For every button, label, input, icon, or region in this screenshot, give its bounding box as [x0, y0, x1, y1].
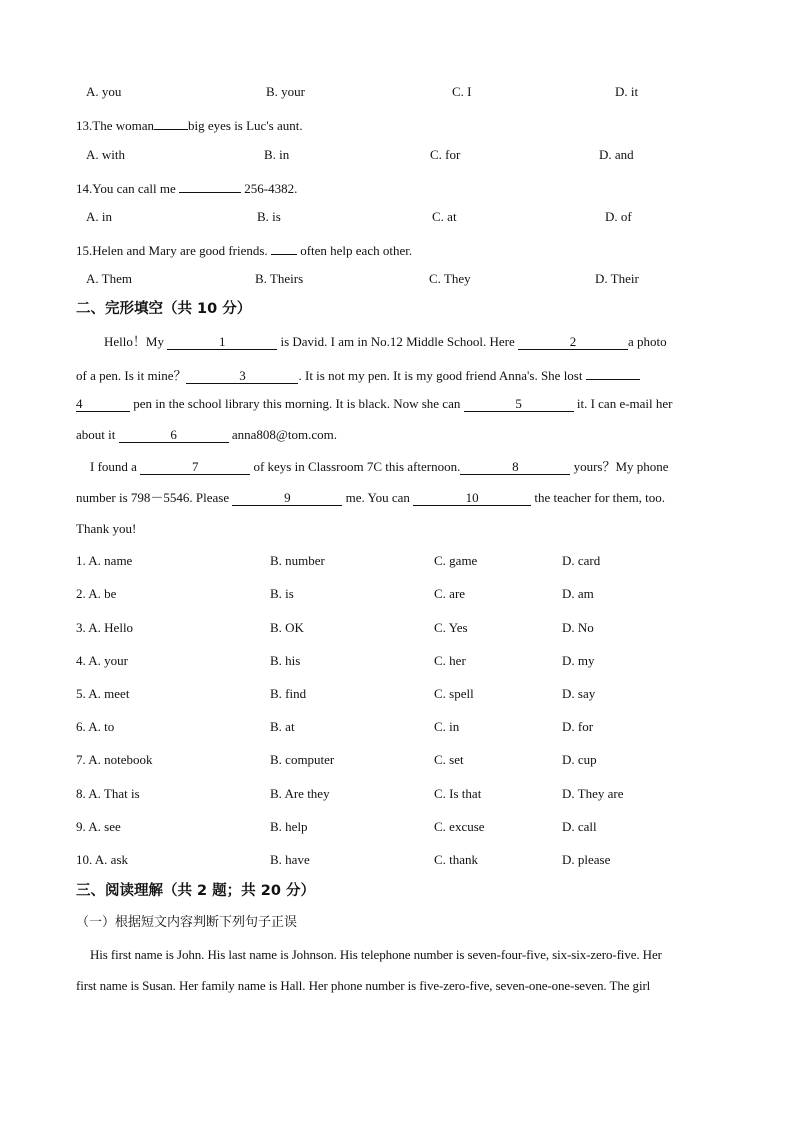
- cloze-p1-line1: [104, 334, 667, 350]
- cloze-q1-option-b[interactable]: B. number: [270, 553, 325, 568]
- q14-blank[interactable]: [179, 178, 241, 193]
- cloze-q4-option-c[interactable]: C. her: [434, 653, 466, 668]
- cloze-q8-option-c[interactable]: C. Is that: [434, 786, 482, 801]
- cloze-text: of a pen. Is it mine？: [76, 368, 187, 383]
- cloze-q9-option-a[interactable]: 9. A. see: [76, 819, 121, 834]
- cloze-q4-option-d[interactable]: D. my: [562, 653, 595, 668]
- q15-stem-after: often help each other.: [300, 243, 413, 258]
- cloze-q7-option-c[interactable]: C. set: [434, 752, 464, 767]
- cloze-q10-option-d[interactable]: D. please: [562, 852, 611, 867]
- cloze-blank-4-start[interactable]: [586, 365, 640, 380]
- q15-blank[interactable]: [271, 240, 297, 255]
- q13-stem: [76, 115, 303, 134]
- cloze-q5-option-d[interactable]: D. say: [562, 686, 596, 701]
- q13-option-a[interactable]: A. with: [86, 147, 125, 162]
- q15-stem: [76, 240, 412, 259]
- cloze-q3-option-c[interactable]: C. Yes: [434, 620, 468, 635]
- cloze-blank-1[interactable]: 1: [167, 335, 277, 350]
- cloze-text: me. You can: [345, 490, 410, 505]
- cloze-q8-option-b[interactable]: B. Are they: [270, 786, 330, 801]
- cloze-q1-option-a[interactable]: 1. A. name: [76, 553, 133, 568]
- cloze-blank-2[interactable]: 2: [518, 335, 628, 350]
- cloze-blank-9[interactable]: 9: [232, 491, 342, 506]
- cloze-text: number is 798－5546. Please: [76, 490, 230, 505]
- cloze-text: it. I can e-mail her: [576, 396, 673, 411]
- q15-option-c[interactable]: C. They: [429, 271, 471, 286]
- cloze-q2-option-b[interactable]: B. is: [270, 586, 294, 601]
- cloze-q5-option-b[interactable]: B. find: [270, 686, 307, 701]
- cloze-q2-option-d[interactable]: D. am: [562, 586, 594, 601]
- cloze-text: . It is not my pen. It is my good friend Anna's. She lost: [298, 368, 583, 383]
- cloze-blank-4[interactable]: 4: [76, 397, 130, 412]
- cloze-q4-option-b[interactable]: B. his: [270, 653, 301, 668]
- cloze-blank-8[interactable]: 8: [460, 460, 570, 475]
- cloze-q6-option-d[interactable]: D. for: [562, 719, 594, 734]
- q13-stem-before: 13.The woman: [76, 118, 154, 133]
- cloze-q6-option-c[interactable]: C. in: [434, 719, 460, 734]
- q12-option-b[interactable]: B. your: [266, 84, 305, 99]
- cloze-text: anna808@tom.com.: [231, 427, 337, 442]
- q14-stem: [76, 178, 297, 197]
- cloze-q2-option-c[interactable]: C. are: [434, 586, 466, 601]
- cloze-q10-option-c[interactable]: C. thank: [434, 852, 479, 867]
- cloze-text: yours？My phone: [573, 459, 669, 474]
- cloze-blank-10[interactable]: 10: [413, 491, 531, 506]
- cloze-p1-line2: [76, 365, 640, 384]
- q13-option-d[interactable]: D. and: [599, 147, 634, 162]
- cloze-p1-line3: [76, 396, 673, 412]
- cloze-q4-option-a[interactable]: 4. A. your: [76, 653, 128, 668]
- cloze-p2-line1: [90, 459, 669, 475]
- cloze-q10-option-a[interactable]: 10. A. ask: [76, 852, 128, 867]
- q15-stem-before: 15.Helen and Mary are good friends.: [76, 243, 268, 258]
- cloze-q3-option-d[interactable]: D. No: [562, 620, 594, 635]
- cloze-p1-line4: [76, 427, 337, 443]
- q15-option-a[interactable]: A. Them: [86, 271, 132, 286]
- q15-option-d[interactable]: D. Their: [595, 271, 639, 286]
- cloze-q6-option-b[interactable]: B. at: [270, 719, 295, 734]
- cloze-q8-option-a[interactable]: 8. A. That is: [76, 786, 140, 801]
- q13-blank[interactable]: [154, 115, 188, 130]
- section3-heading: 三、阅读理解（共 2 题；共 20 分）: [76, 883, 315, 899]
- q13-stem-after: big eyes is Luc's aunt.: [187, 118, 303, 133]
- cloze-blank-5[interactable]: 5: [464, 397, 574, 412]
- cloze-text: I found a: [90, 459, 137, 474]
- cloze-p2-line2: [76, 490, 665, 506]
- reading-passage-line1: His first name is John. His last name is Johnson. His telephone number is seven-four-five, six-six-zero-five. Her: [90, 947, 662, 962]
- cloze-q1-option-c[interactable]: C. game: [434, 553, 478, 568]
- cloze-q9-option-c[interactable]: C. excuse: [434, 819, 485, 834]
- cloze-text: pen in the school library this morning. It is black. Now she can: [133, 396, 461, 411]
- q14-stem-after: 256-4382.: [244, 181, 298, 196]
- q14-stem-before: 14.You can call me: [76, 181, 176, 196]
- cloze-text: the teacher for them, too.: [534, 490, 666, 505]
- cloze-q8-option-d[interactable]: D. They are: [562, 786, 624, 801]
- section3-subheading: （一）根据短文内容判断下列句子正误: [76, 915, 298, 930]
- cloze-q1-option-d[interactable]: D. card: [562, 553, 601, 568]
- cloze-text: Hello！My: [104, 334, 164, 349]
- cloze-q7-option-a[interactable]: 7. A. notebook: [76, 752, 153, 767]
- reading-passage-line2: first name is Susan. Her family name is Hall. Her phone number is five-zero-five, seven-one-one-seven. The girl: [76, 978, 651, 993]
- cloze-blank-3[interactable]: 3: [186, 369, 298, 384]
- cloze-q3-option-a[interactable]: 3. A. Hello: [76, 620, 134, 635]
- cloze-text: is David. I am in No.12 Middle School. Here: [280, 334, 515, 349]
- q13-option-c[interactable]: C. for: [430, 147, 461, 162]
- cloze-text: about it: [76, 427, 116, 442]
- cloze-blank-6[interactable]: 6: [119, 428, 229, 443]
- q14-option-b[interactable]: B. is: [257, 209, 281, 224]
- cloze-q5-option-a[interactable]: 5. A. meet: [76, 686, 130, 701]
- cloze-q9-option-b[interactable]: B. help: [270, 819, 308, 834]
- q12-option-c[interactable]: C. I: [452, 84, 472, 99]
- q14-option-a[interactable]: A. in: [86, 209, 112, 224]
- cloze-blank-7[interactable]: 7: [140, 460, 250, 475]
- cloze-text: a photo: [628, 334, 667, 349]
- cloze-q2-option-a[interactable]: 2. A. be: [76, 586, 117, 601]
- q14-option-c[interactable]: C. at: [432, 209, 457, 224]
- section2-heading: 二、完形填空（共 10 分）: [76, 301, 252, 317]
- cloze-q10-option-b[interactable]: B. have: [270, 852, 310, 867]
- cloze-p2-line3: Thank you!: [76, 521, 137, 536]
- q13-option-b[interactable]: B. in: [264, 147, 290, 162]
- cloze-q7-option-d[interactable]: D. cup: [562, 752, 597, 767]
- cloze-q6-option-a[interactable]: 6. A. to: [76, 719, 115, 734]
- cloze-text: of keys in Classroom 7C this afternoon.: [253, 459, 461, 474]
- cloze-q3-option-b[interactable]: B. OK: [270, 620, 304, 635]
- q12-option-d[interactable]: D. it: [615, 84, 639, 99]
- cloze-q7-option-b[interactable]: B. computer: [270, 752, 335, 767]
- cloze-q5-option-c[interactable]: C. spell: [434, 686, 474, 701]
- q15-option-b[interactable]: B. Theirs: [255, 271, 304, 286]
- cloze-q9-option-d[interactable]: D. call: [562, 819, 597, 834]
- q14-option-d[interactable]: D. of: [605, 209, 632, 224]
- q12-option-a[interactable]: A. you: [86, 84, 122, 99]
